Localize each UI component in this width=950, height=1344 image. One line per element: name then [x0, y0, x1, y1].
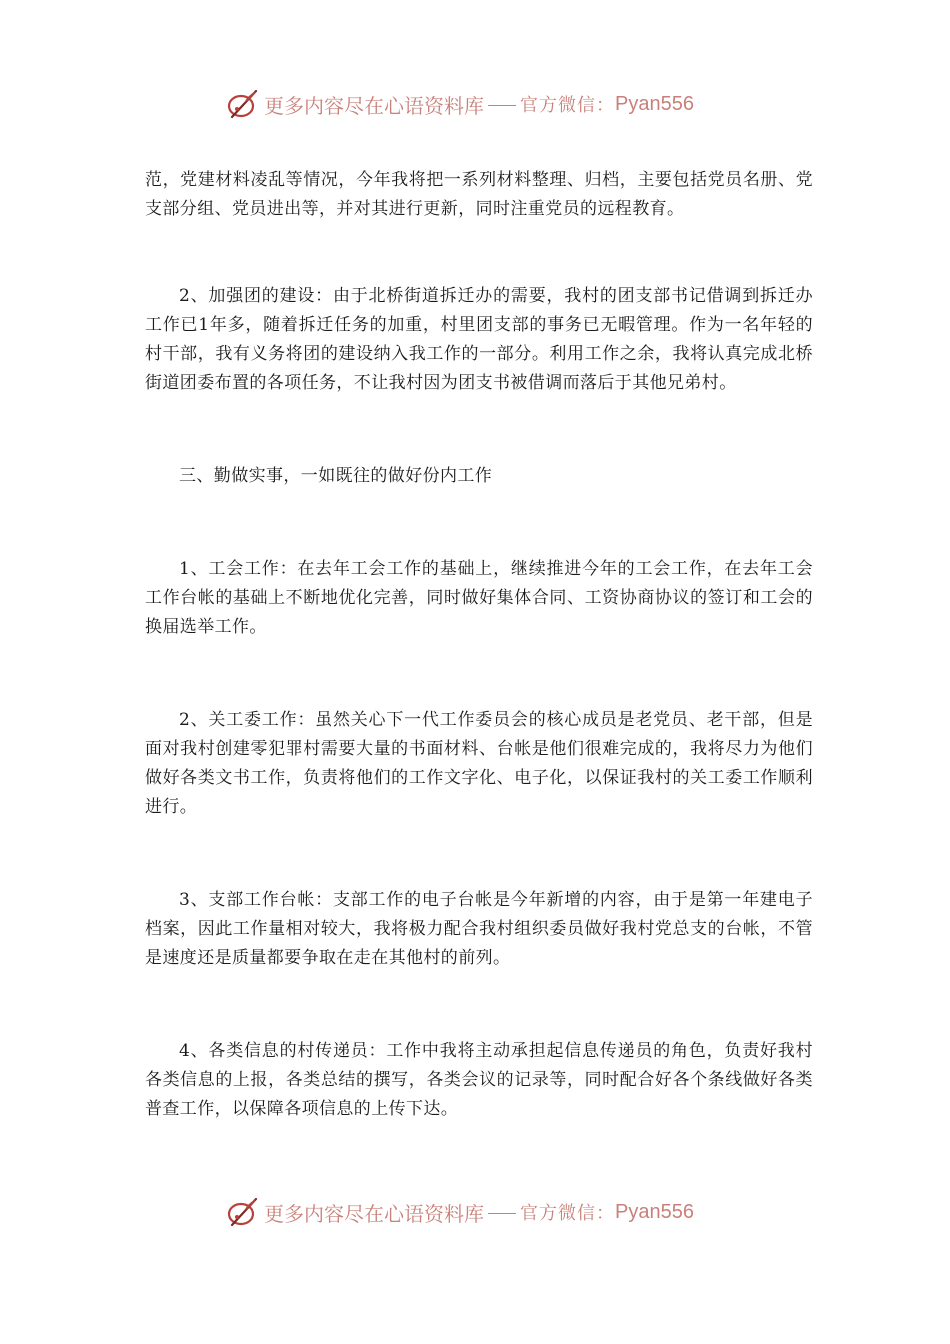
- paragraph-continued: 范，党建材料凌乱等情况，今年我将把一系列材料整理、归档，主要包括党员名册、党支部分组、党员进出等，并对其进行更新，同时注重党员的远程教育。: [145, 170, 813, 219]
- quill-logo-icon: [226, 87, 260, 121]
- header-banner: [226, 86, 746, 122]
- banner-brand-text: 更多内容尽在心语资料库: [264, 1201, 484, 1226]
- paragraph-union-work: 1、工会工作：在去年工会工作的基础上，继续推进今年的工会工作，在去年工会工作台帐的基础上不断地优化完善，同时做好集体合同、工资协商协议的签订和工会的换届选举工作。: [145, 559, 813, 637]
- banner-wechat-handle: Pyan556: [615, 1200, 694, 1223]
- banner-wechat-handle: Pyan556: [615, 92, 694, 115]
- banner-wechat-label: 官方微信：: [520, 1203, 615, 1224]
- quill-logo-icon: [226, 1195, 260, 1229]
- paragraph-youth-committee: 2、关工委工作：虽然关心下一代工作委员会的核心成员是老党员、老干部，但是面对我村创建零犯罪村需要大量的书面材料、台帐是他们很难完成的，我将尽力为他们做好各类文书工作，负责将他们的工作文字化、电子化，以保证我村的关工委工作顺利进行。: [145, 710, 813, 817]
- footer-banner: [226, 1194, 746, 1230]
- paragraph-league-building: 2、加强团的建设：由于北桥街道拆迁办的需要，我村的团支部书记借调到拆迁办工作已1年多，随着拆迁任务的加重，村里团支部的事务已无暇管理。作为一名年轻的村干部，我有义务将团的建设纳入我工作的一部分。利用工作之余，我将认真完成北桥街道团委布置的各项任务，不让我村因为团支书被借调而落后于其他兄弟村。: [145, 286, 813, 393]
- banner-wechat-label: 官方微信：: [520, 95, 615, 116]
- banner-dash: [488, 105, 516, 106]
- paragraph-info-messenger: 4、各类信息的村传递员：工作中我将主动承担起信息传递员的角色，负责好我村各类信息的上报，各类总结的撰写，各类会议的记录等，同时配合好各个条线做好各类普查工作，以保障各项信息的上传下达。: [145, 1041, 813, 1119]
- banner-brand-text: 更多内容尽在心语资料库: [264, 93, 484, 118]
- paragraph-branch-ledger: 3、支部工作台帐：支部工作的电子台帐是今年新增的内容，由于是第一年建电子档案，因此工作量相对较大，我将极力配合我村组织委员做好我村党总支的台帐，不管是速度还是质量都要争取在走在其他村的前列。: [145, 890, 813, 968]
- section-heading: 三、勤做实事，一如既往的做好份内工作: [179, 466, 493, 486]
- document-body: [145, 166, 813, 1124]
- banner-dash: [488, 1213, 516, 1214]
